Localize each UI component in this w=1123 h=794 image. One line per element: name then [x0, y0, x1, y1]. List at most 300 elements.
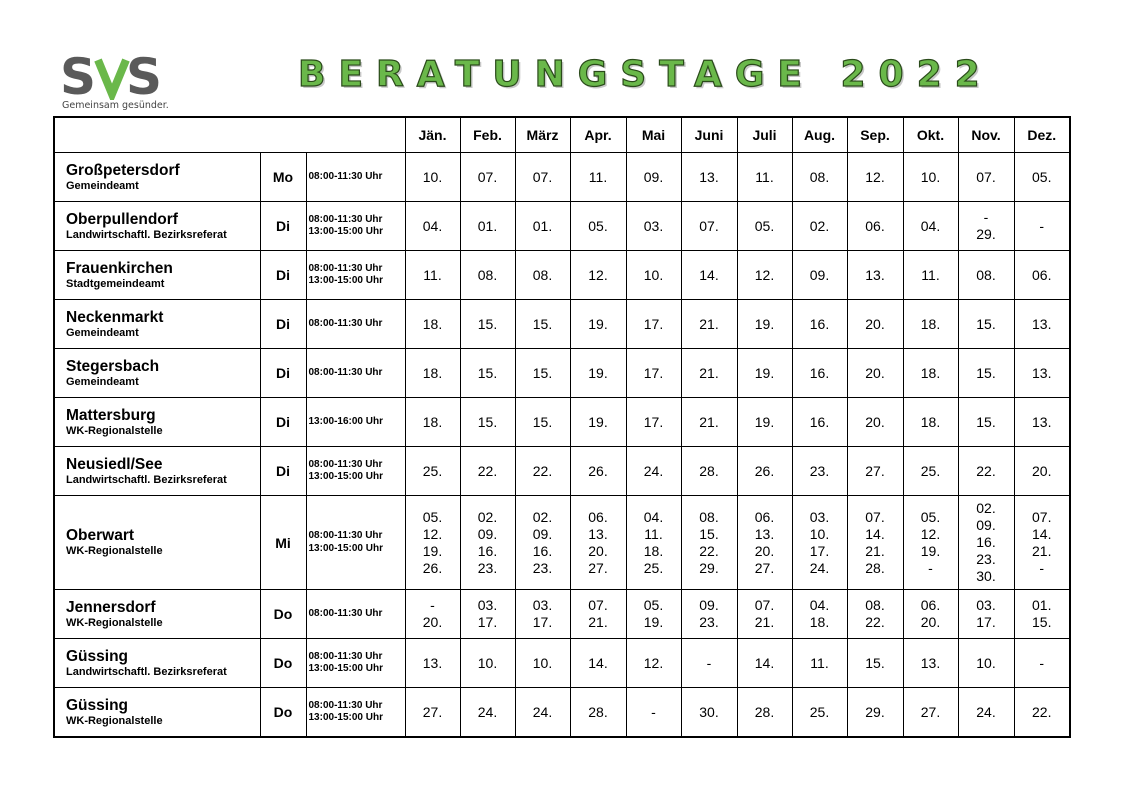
date-cell — [903, 251, 958, 300]
date-cell — [737, 496, 792, 590]
table-row — [54, 688, 1070, 738]
location-cell — [54, 153, 260, 202]
date-value: 11. — [810, 654, 829, 671]
date-cell — [1014, 688, 1070, 738]
time-cell — [306, 447, 405, 496]
date-value: 02. — [976, 500, 996, 516]
date-value: 12. — [920, 525, 941, 542]
date-cell — [515, 496, 570, 590]
month-header: Apr. — [570, 117, 626, 153]
date-value: 22. — [976, 462, 996, 479]
date-value: 20. — [865, 364, 885, 381]
date-value: 17. — [809, 542, 830, 559]
date-cell — [1014, 398, 1070, 447]
date-cell — [405, 349, 460, 398]
date-value: 22. — [1032, 703, 1052, 720]
date-cell — [792, 349, 847, 398]
date-cell — [681, 202, 737, 251]
date-cell — [737, 300, 792, 349]
date-cell — [405, 202, 460, 251]
date-value: 03. — [643, 217, 664, 234]
date-cell — [792, 153, 847, 202]
date-cell — [681, 496, 737, 590]
date-value: 21. — [699, 315, 719, 332]
date-cell — [626, 153, 681, 202]
date-cell — [570, 496, 626, 590]
date-cell — [903, 496, 958, 590]
location-name: Großpetersdorf — [66, 161, 180, 179]
date-value: 23. — [809, 462, 830, 479]
date-value: 01. — [1032, 597, 1052, 613]
date-value: 27. — [422, 703, 443, 720]
date-value: 21. — [865, 542, 885, 559]
date-value: 07. — [865, 508, 885, 525]
date-cell — [405, 251, 460, 300]
date-cell — [847, 398, 903, 447]
logo-tagline: Gemeinsam gesünder. — [62, 100, 169, 111]
date-cell — [626, 447, 681, 496]
date-cell — [737, 688, 792, 738]
date-cell — [903, 300, 958, 349]
date-value: 13. — [865, 266, 885, 283]
weekday-cell: Di — [260, 349, 306, 398]
date-value: 19. — [588, 364, 608, 381]
date-value: 11. — [644, 525, 663, 542]
date-value: 18. — [920, 364, 941, 381]
date-cell — [681, 447, 737, 496]
date-cell — [1014, 251, 1070, 300]
date-cell — [626, 590, 681, 639]
date-value: 21. — [699, 413, 719, 430]
date-value: 13. — [1032, 315, 1052, 332]
date-value: 16. — [976, 534, 996, 550]
time-range: 08:00-11:30 Uhr — [308, 650, 383, 662]
location-name: Stegersbach — [66, 357, 160, 375]
table-row — [54, 639, 1070, 688]
date-value: 19. — [754, 413, 775, 430]
date-value: 06. — [1032, 266, 1052, 283]
date-value: 18. — [920, 413, 941, 430]
date-value: 27. — [920, 703, 941, 720]
date-cell — [460, 349, 515, 398]
date-value: - — [928, 559, 933, 576]
date-cell — [405, 639, 460, 688]
date-value: 10. — [976, 654, 996, 671]
date-value: 20. — [588, 542, 608, 559]
page-title: BERATUNGSTAGE 2022 — [298, 54, 993, 95]
date-value: 19. — [588, 315, 608, 332]
date-cell — [903, 398, 958, 447]
time-range: 13:00-15:00 Uhr — [308, 712, 383, 723]
date-cell — [515, 398, 570, 447]
date-value: 12. — [865, 168, 885, 185]
date-value: 29. — [865, 703, 885, 720]
location-name: Güssing — [66, 647, 129, 665]
date-value: 19. — [588, 413, 608, 430]
schedule-body — [54, 153, 1070, 738]
table-row — [54, 251, 1070, 300]
date-value: 14. — [588, 654, 608, 671]
date-value: 19. — [643, 614, 664, 630]
date-cell — [958, 639, 1014, 688]
month-header: Feb. — [460, 117, 515, 153]
location-office: Landwirtschaftl. Bezirksreferat — [66, 665, 227, 678]
svs-logo-mark — [60, 50, 170, 100]
date-value: 25. — [643, 559, 664, 576]
date-value: 04. — [809, 597, 830, 613]
time-range: 08:00-11:30 Uhr — [308, 699, 383, 711]
location-office: WK-Regionalstelle — [66, 714, 163, 727]
date-cell — [903, 590, 958, 639]
date-value: 28. — [588, 703, 608, 720]
date-cell — [570, 590, 626, 639]
date-value: 15. — [699, 525, 719, 542]
location-cell — [54, 398, 260, 447]
date-value: 24. — [532, 703, 553, 720]
date-value: 09. — [643, 168, 664, 185]
date-cell — [737, 202, 792, 251]
date-cell — [570, 639, 626, 688]
date-cell — [737, 153, 792, 202]
date-cell — [515, 349, 570, 398]
date-value: 24. — [643, 462, 664, 479]
date-cell — [847, 496, 903, 590]
date-value: 07. — [477, 168, 498, 185]
date-value: 09. — [477, 525, 498, 542]
date-cell — [737, 447, 792, 496]
location-name: Jennersdorf — [66, 598, 156, 616]
date-value: 21. — [699, 364, 719, 381]
date-cell — [570, 153, 626, 202]
date-value: 10. — [422, 168, 443, 185]
date-cell — [515, 202, 570, 251]
date-value: 09. — [809, 266, 830, 283]
location-office: WK-Regionalstelle — [66, 545, 163, 557]
date-value: 11. — [588, 168, 608, 185]
date-cell — [681, 688, 737, 738]
date-cell — [405, 447, 460, 496]
date-cell — [460, 251, 515, 300]
date-cell — [626, 349, 681, 398]
date-value: 20. — [422, 614, 443, 630]
date-cell — [958, 590, 1014, 639]
date-value: 15. — [477, 364, 498, 381]
date-value: 19. — [422, 542, 443, 559]
date-value: 26. — [422, 559, 443, 576]
time-range: 13:00-15:00 Uhr — [308, 275, 383, 286]
date-value: 11. — [755, 168, 774, 185]
date-cell — [958, 300, 1014, 349]
date-value: 27. — [865, 462, 885, 479]
time-cell — [306, 398, 405, 447]
time-cell — [306, 153, 405, 202]
date-value: 05. — [588, 217, 608, 234]
time-cell — [306, 300, 405, 349]
date-value: 21. — [1032, 542, 1052, 559]
date-cell — [460, 447, 515, 496]
date-cell — [737, 398, 792, 447]
date-cell — [958, 447, 1014, 496]
date-value: 23. — [699, 614, 719, 630]
time-range: 08:00-11:30 Uhr — [308, 170, 383, 182]
date-value: 07. — [699, 217, 719, 234]
date-value: 01. — [532, 217, 553, 234]
date-value: 20. — [920, 614, 941, 630]
weekday-cell: Do — [260, 590, 306, 639]
date-cell — [570, 300, 626, 349]
date-cell — [1014, 447, 1070, 496]
weekday-cell: Di — [260, 447, 306, 496]
date-value: 11. — [921, 266, 940, 283]
time-range: 13:00-15:00 Uhr — [308, 471, 383, 482]
date-cell — [958, 153, 1014, 202]
date-value: 26. — [754, 462, 775, 479]
date-cell — [681, 590, 737, 639]
date-cell — [626, 251, 681, 300]
location-name: Neusiedl/See — [66, 455, 163, 473]
date-cell — [515, 688, 570, 738]
date-cell — [737, 590, 792, 639]
date-cell — [737, 349, 792, 398]
date-value: 03. — [477, 597, 498, 613]
date-value: 06. — [920, 597, 941, 613]
month-header: Sep. — [847, 117, 903, 153]
location-cell — [54, 639, 260, 688]
date-value: 22. — [699, 542, 719, 559]
date-cell — [460, 398, 515, 447]
date-cell — [1014, 639, 1070, 688]
date-value: 20. — [754, 542, 775, 559]
date-cell — [792, 496, 847, 590]
date-value: 17. — [643, 364, 664, 381]
table-row — [54, 202, 1070, 251]
date-value: 14. — [699, 266, 719, 283]
date-value: 10. — [477, 654, 498, 671]
header-blank — [54, 117, 405, 153]
date-cell — [681, 153, 737, 202]
location-cell — [54, 688, 260, 738]
date-value: 15. — [532, 364, 553, 381]
date-value: 17. — [643, 413, 664, 430]
date-value: 28. — [865, 559, 885, 576]
date-value: 14. — [1032, 525, 1052, 542]
date-value: 07. — [588, 597, 608, 613]
time-range: 13:00-15:00 Uhr — [308, 226, 383, 237]
date-value: 13. — [1032, 413, 1052, 430]
date-value: - — [983, 209, 989, 225]
month-header: Jän. — [405, 117, 460, 153]
date-cell — [737, 639, 792, 688]
date-cell — [626, 398, 681, 447]
date-cell — [847, 590, 903, 639]
date-cell — [847, 447, 903, 496]
date-value: 17. — [643, 315, 664, 332]
location-cell — [54, 590, 260, 639]
date-value: 15. — [532, 315, 553, 332]
date-cell — [903, 153, 958, 202]
schedule-table — [53, 116, 1071, 738]
date-value: 11. — [423, 266, 442, 283]
date-cell — [515, 153, 570, 202]
location-cell — [54, 251, 260, 300]
date-cell — [570, 447, 626, 496]
date-value: 15. — [1032, 614, 1052, 630]
time-cell — [306, 688, 405, 738]
date-value: 08. — [532, 266, 553, 283]
date-cell — [570, 251, 626, 300]
date-cell — [626, 639, 681, 688]
date-value: 21. — [588, 614, 608, 630]
date-value: 03. — [976, 597, 996, 613]
date-cell — [681, 639, 737, 688]
date-value: 29. — [699, 559, 719, 576]
date-value: 20. — [865, 315, 885, 332]
date-cell — [847, 349, 903, 398]
date-value: 17. — [532, 614, 553, 630]
date-value: 05. — [754, 217, 775, 234]
date-value: 29. — [976, 226, 996, 242]
date-value: 13. — [920, 654, 941, 671]
date-value: 18. — [422, 315, 443, 332]
date-value: 03. — [532, 597, 553, 613]
date-cell — [792, 447, 847, 496]
date-value: 10. — [643, 266, 664, 283]
date-value: 15. — [976, 315, 996, 332]
time-range: 08:00-11:30 Uhr — [308, 530, 383, 541]
date-cell — [626, 300, 681, 349]
date-value: 10. — [920, 168, 941, 185]
date-value: 28. — [699, 462, 719, 479]
date-cell — [847, 153, 903, 202]
month-header: Nov. — [958, 117, 1014, 153]
date-cell — [737, 251, 792, 300]
date-cell — [958, 202, 1014, 251]
date-cell — [903, 447, 958, 496]
date-value: 05. — [422, 508, 443, 525]
date-value: 01. — [477, 217, 498, 234]
date-cell — [626, 202, 681, 251]
date-value: 13. — [754, 525, 775, 542]
date-cell — [1014, 202, 1070, 251]
date-cell — [847, 300, 903, 349]
time-cell — [306, 251, 405, 300]
location-name: Neckenmarkt — [66, 308, 164, 326]
date-value: 13. — [1032, 364, 1052, 381]
date-value: 24. — [477, 703, 498, 720]
date-cell — [792, 590, 847, 639]
date-value: 26. — [588, 462, 608, 479]
date-cell — [1014, 590, 1070, 639]
date-value: 12. — [588, 266, 608, 283]
date-value: 13. — [699, 168, 719, 185]
date-value: 15. — [477, 315, 498, 332]
date-value: 12. — [754, 266, 775, 283]
date-value: 17. — [477, 614, 498, 630]
date-cell — [405, 398, 460, 447]
table-row — [54, 590, 1070, 639]
date-value: 15. — [477, 413, 498, 430]
date-value: 19. — [920, 542, 941, 559]
location-name: Oberpullendorf — [66, 210, 178, 228]
location-name: Frauenkirchen — [66, 259, 173, 277]
date-cell — [405, 153, 460, 202]
date-value: 17. — [976, 614, 996, 630]
month-header: Juni — [681, 117, 737, 153]
date-value: 03. — [809, 508, 830, 525]
month-header: Okt. — [903, 117, 958, 153]
table-row — [54, 398, 1070, 447]
date-value: 27. — [754, 559, 775, 576]
date-cell — [460, 202, 515, 251]
date-value: 22. — [477, 462, 498, 479]
date-value: - — [1039, 654, 1045, 671]
date-cell — [460, 688, 515, 738]
date-cell — [515, 590, 570, 639]
time-range: 13:00-15:00 Uhr — [308, 542, 383, 554]
date-value: 23. — [976, 551, 996, 567]
date-value: 13. — [588, 525, 608, 542]
weekday-cell: Do — [260, 688, 306, 738]
date-value: 25. — [809, 703, 830, 720]
date-value: 06. — [754, 508, 775, 525]
date-cell — [460, 300, 515, 349]
date-cell — [958, 349, 1014, 398]
date-cell — [405, 688, 460, 738]
date-value: - — [1039, 217, 1045, 234]
location-office: Landwirtschaftl. Bezirksreferat — [66, 473, 227, 486]
date-cell — [460, 496, 515, 590]
date-cell — [460, 153, 515, 202]
date-cell — [515, 251, 570, 300]
date-cell — [515, 447, 570, 496]
date-value: 09. — [699, 597, 719, 613]
date-value: 30. — [976, 568, 996, 584]
date-cell — [515, 300, 570, 349]
date-cell — [626, 496, 681, 590]
date-value: 30. — [699, 703, 719, 720]
table-row — [54, 496, 1070, 590]
date-cell — [1014, 496, 1070, 590]
table-row — [54, 349, 1070, 398]
date-value: 09. — [976, 517, 996, 533]
table-row — [54, 447, 1070, 496]
date-cell — [405, 300, 460, 349]
month-header: Dez. — [1014, 117, 1070, 153]
date-value: 28. — [754, 703, 775, 720]
location-cell — [54, 349, 260, 398]
date-value: 19. — [754, 364, 775, 381]
date-cell — [460, 590, 515, 639]
date-value: 07. — [532, 168, 553, 185]
weekday-cell: Di — [260, 202, 306, 251]
location-office: WK-Regionalstelle — [66, 616, 163, 629]
month-header: Aug. — [792, 117, 847, 153]
date-value: 15. — [976, 364, 996, 381]
date-cell — [903, 688, 958, 738]
date-value: 06. — [588, 508, 608, 525]
date-cell — [792, 398, 847, 447]
date-value: 02. — [809, 217, 830, 234]
date-cell — [847, 202, 903, 251]
date-value: - — [1039, 559, 1045, 576]
date-value: 10. — [532, 654, 553, 671]
location-name: Mattersburg — [66, 406, 156, 424]
time-range: 13:00-15:00 Uhr — [308, 663, 383, 674]
date-cell — [847, 639, 903, 688]
date-value: 18. — [422, 364, 443, 381]
date-cell — [1014, 153, 1070, 202]
table-row — [54, 153, 1070, 202]
